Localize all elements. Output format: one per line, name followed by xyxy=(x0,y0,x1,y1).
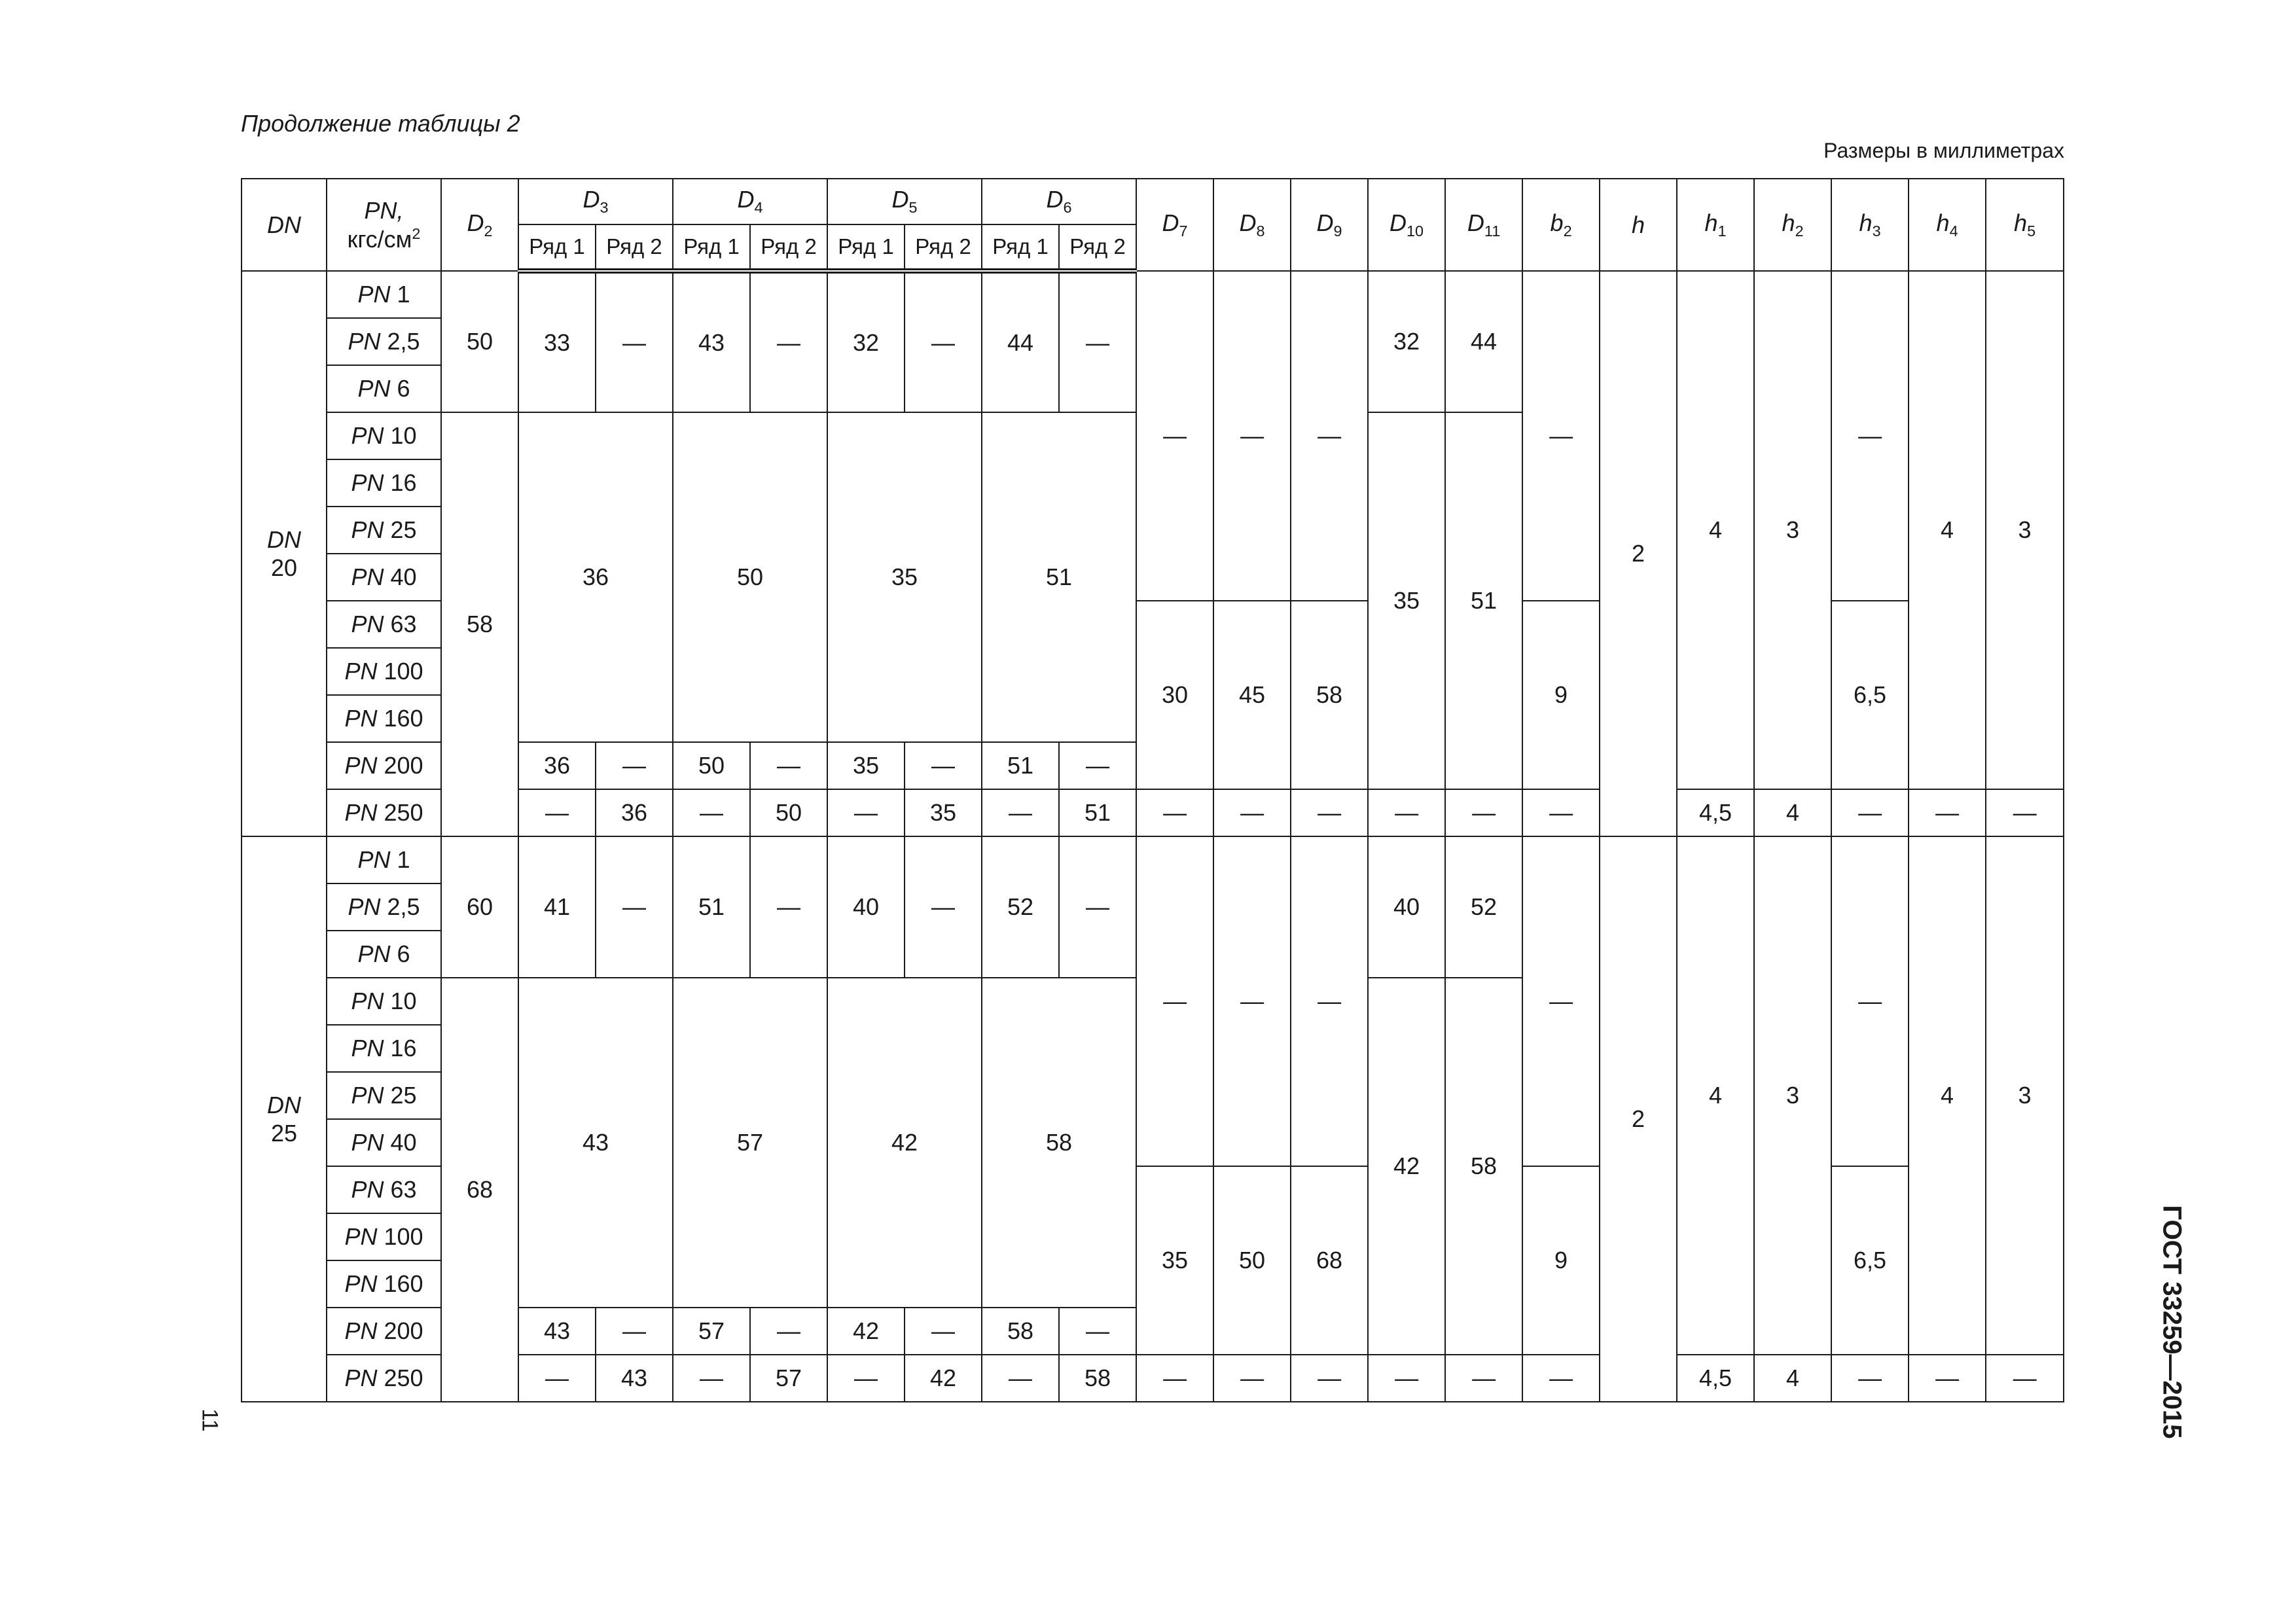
col-header-row2: Ряд 2 xyxy=(905,224,982,271)
header-row xyxy=(242,179,2064,224)
d6-row2-cell: 51 xyxy=(1059,789,1136,836)
d6-row2-cell: 58 xyxy=(1059,1355,1136,1402)
d4-row2-cell: — xyxy=(750,271,827,412)
d4-row1-cell: — xyxy=(673,789,750,836)
col-header-d9: $D_9$ xyxy=(1291,179,1368,271)
pn-cell: PN 10 xyxy=(327,412,441,459)
d3-row1-cell: 41 xyxy=(518,836,596,978)
d8-cell: — xyxy=(1213,789,1291,836)
d6-row2-cell: — xyxy=(1059,742,1136,789)
h3-cell: — xyxy=(1831,271,1909,601)
pn-cell: PN 16 xyxy=(327,459,441,507)
d3-row1-cell: — xyxy=(518,1355,596,1402)
pn-cell: PN 10 xyxy=(327,978,441,1025)
d5-row2-cell: 42 xyxy=(905,1355,982,1402)
b2-cell: 9 xyxy=(1522,1166,1600,1355)
d4-cell: 50 xyxy=(673,412,827,742)
d2-cell: 50 xyxy=(441,271,518,412)
h3-cell: 6,5 xyxy=(1831,1166,1909,1355)
col-header-row2: Ряд 2 xyxy=(596,224,673,271)
pn-cell: PN 2,5 xyxy=(327,318,441,365)
d3-row1-cell: 43 xyxy=(518,1308,596,1355)
d7-cell: — xyxy=(1136,271,1213,601)
pn-cell: PN 200 xyxy=(327,742,441,789)
pn-cell: PN 63 xyxy=(327,601,441,648)
col-header-dn: DN xyxy=(242,179,327,271)
b2-cell: — xyxy=(1522,836,1600,1166)
h5-cell: 3 xyxy=(1986,271,2064,789)
d3-cell: 36 xyxy=(518,412,673,742)
h3-cell: — xyxy=(1831,789,1909,836)
h-cell: 2 xyxy=(1600,836,1677,1402)
d5-row2-cell: — xyxy=(905,836,982,978)
page-number: 11 xyxy=(197,1408,223,1432)
col-header-pn: PN, кгс/$см^2$ xyxy=(327,179,441,271)
d5-row1-cell: — xyxy=(827,1355,905,1402)
pn-cell: PN 2,5 xyxy=(327,883,441,931)
d4-row1-cell: 50 xyxy=(673,742,750,789)
h2-cell: 4 xyxy=(1754,1355,1831,1402)
d3-row2-cell: 43 xyxy=(596,1355,673,1402)
col-header-row1: Ряд 1 xyxy=(827,224,905,271)
pn-cell: PN 160 xyxy=(327,695,441,742)
b2-cell: — xyxy=(1522,789,1600,836)
h3-cell: — xyxy=(1831,836,1909,1166)
d7-cell: — xyxy=(1136,1355,1213,1402)
d3-row2-cell: — xyxy=(596,1308,673,1355)
pn-cell: PN 160 xyxy=(327,1260,441,1308)
d9-cell: — xyxy=(1291,789,1368,836)
d4-row2-cell: 50 xyxy=(750,789,827,836)
d3-row1-cell: 33 xyxy=(518,271,596,412)
pn-cell: PN 250 xyxy=(327,1355,441,1402)
d4-row1-cell: 51 xyxy=(673,836,750,978)
h2-cell: 4 xyxy=(1754,789,1831,836)
h5-cell: — xyxy=(1986,1355,2064,1402)
d10-cell: — xyxy=(1368,1355,1445,1402)
d6-row2-cell: — xyxy=(1059,1308,1136,1355)
table-caption: Продолжение таблицы 2 xyxy=(241,110,520,137)
pn-cell: PN 6 xyxy=(327,931,441,978)
col-header-row1: Ряд 1 xyxy=(518,224,596,271)
d5-row2-cell: 35 xyxy=(905,789,982,836)
d6-row1-cell: — xyxy=(982,1355,1059,1402)
pn-cell: PN 100 xyxy=(327,648,441,695)
d8-cell: — xyxy=(1213,836,1291,1166)
d3-cell: 43 xyxy=(518,978,673,1308)
d3-row1-cell: 36 xyxy=(518,742,596,789)
d9-cell: — xyxy=(1291,836,1368,1166)
b2-cell: 9 xyxy=(1522,601,1600,789)
col-header-d10: $D_{10}$ xyxy=(1368,179,1445,271)
d11-cell: — xyxy=(1445,1355,1522,1402)
d8-cell: 50 xyxy=(1213,1166,1291,1355)
pn-cell: PN 16 xyxy=(327,1025,441,1072)
d5-row1-cell: 42 xyxy=(827,1308,905,1355)
pn-cell: PN 40 xyxy=(327,1119,441,1166)
pn-cell: PN 25 xyxy=(327,507,441,554)
col-header-d8: $D_8$ xyxy=(1213,179,1291,271)
d5-cell: 35 xyxy=(827,412,982,742)
pn-cell: PN 6 xyxy=(327,365,441,412)
col-header-d3: $D_3$ xyxy=(518,179,673,224)
d5-cell: 42 xyxy=(827,978,982,1308)
d3-row2-cell: 36 xyxy=(596,789,673,836)
d6-row2-cell: — xyxy=(1059,271,1136,412)
d8-cell: — xyxy=(1213,271,1291,601)
d5-row1-cell: 32 xyxy=(827,271,905,412)
d10-cell: 35 xyxy=(1368,412,1445,789)
col-header-h3: $h_3$ xyxy=(1831,179,1909,271)
d5-row1-cell: 40 xyxy=(827,836,905,978)
pn-cell: PN 200 xyxy=(327,1308,441,1355)
b2-cell: — xyxy=(1522,1355,1600,1402)
pn-cell: PN 1 xyxy=(327,271,441,318)
d6-row2-cell: — xyxy=(1059,836,1136,978)
b2-cell: — xyxy=(1522,271,1600,601)
h1-cell: 4,5 xyxy=(1677,1355,1754,1402)
d10-cell: 32 xyxy=(1368,271,1445,412)
h3-cell: — xyxy=(1831,1355,1909,1402)
pn-cell: PN 100 xyxy=(327,1213,441,1260)
h4-cell: — xyxy=(1909,1355,1986,1402)
col-header-b2: $b_2$ xyxy=(1522,179,1600,271)
d7-cell: 30 xyxy=(1136,601,1213,789)
d4-row2-cell: — xyxy=(750,1308,827,1355)
col-header-d5: $D_5$ xyxy=(827,179,982,224)
units-note: Размеры в миллиметрах xyxy=(1823,139,2064,162)
h-cell: 2 xyxy=(1600,271,1677,836)
col-header-h1: $h_1$ xyxy=(1677,179,1754,271)
h4-cell: — xyxy=(1909,789,1986,836)
h4-cell: 4 xyxy=(1909,271,1986,789)
h2-cell: 3 xyxy=(1754,271,1831,789)
pn-cell: PN 63 xyxy=(327,1166,441,1213)
dn-cell: DN 25 xyxy=(242,836,327,1402)
d11-cell: — xyxy=(1445,789,1522,836)
d7-cell: — xyxy=(1136,836,1213,1166)
d3-row2-cell: — xyxy=(596,742,673,789)
col-header-row1: Ряд 1 xyxy=(673,224,750,271)
d4-row2-cell: — xyxy=(750,836,827,978)
d4-cell: 57 xyxy=(673,978,827,1308)
d6-row1-cell: — xyxy=(982,789,1059,836)
col-header-d2: $D_2$ xyxy=(441,179,518,271)
col-header-row1: Ряд 1 xyxy=(982,224,1059,271)
h3-cell: 6,5 xyxy=(1831,601,1909,789)
d11-cell: 52 xyxy=(1445,836,1522,978)
h1-cell: 4 xyxy=(1677,271,1754,789)
h2-cell: 3 xyxy=(1754,836,1831,1355)
d6-cell: 58 xyxy=(982,978,1136,1308)
table-row xyxy=(242,836,2064,883)
d10-cell: — xyxy=(1368,789,1445,836)
d3-row2-cell: — xyxy=(596,836,673,978)
d11-cell: 44 xyxy=(1445,271,1522,412)
d4-row2-cell: — xyxy=(750,742,827,789)
h1-cell: 4,5 xyxy=(1677,789,1754,836)
col-header-row2: Ряд 2 xyxy=(750,224,827,271)
h1-cell: 4 xyxy=(1677,836,1754,1355)
pn-cell: PN 25 xyxy=(327,1072,441,1119)
d9-cell: — xyxy=(1291,1355,1368,1402)
col-header-h5: $h_5$ xyxy=(1986,179,2064,271)
d5-row2-cell: — xyxy=(905,271,982,412)
table-row xyxy=(242,271,2064,318)
d5-row2-cell: — xyxy=(905,1308,982,1355)
d10-cell: 40 xyxy=(1368,836,1445,978)
d7-cell: — xyxy=(1136,789,1213,836)
d11-cell: 58 xyxy=(1445,978,1522,1355)
d6-row1-cell: 51 xyxy=(982,742,1059,789)
pn-cell: PN 250 xyxy=(327,789,441,836)
h5-cell: 3 xyxy=(1986,836,2064,1355)
d5-row1-cell: 35 xyxy=(827,742,905,789)
d4-row1-cell: 57 xyxy=(673,1308,750,1355)
d2-cell: 68 xyxy=(441,978,518,1402)
d4-row1-cell: 43 xyxy=(673,271,750,412)
d5-row2-cell: — xyxy=(905,742,982,789)
d4-row2-cell: 57 xyxy=(750,1355,827,1402)
col-header-d4: $D_4$ xyxy=(673,179,827,224)
d3-row1-cell: — xyxy=(518,789,596,836)
dn-cell: DN 20 xyxy=(242,271,327,836)
standard-designation: ГОСТ 33259—2015 xyxy=(2157,1205,2187,1439)
d6-row1-cell: 44 xyxy=(982,271,1059,412)
d7-cell: 35 xyxy=(1136,1166,1213,1355)
h4-cell: 4 xyxy=(1909,836,1986,1355)
pn-cell: PN 40 xyxy=(327,554,441,601)
dimensions-table xyxy=(241,178,2064,1402)
d2-cell: 58 xyxy=(441,412,518,836)
d4-row1-cell: — xyxy=(673,1355,750,1402)
col-header-h4: $h_4$ xyxy=(1909,179,1986,271)
d6-cell: 51 xyxy=(982,412,1136,742)
col-header-d11: $D_{11}$ xyxy=(1445,179,1522,271)
col-header-d7: $D_7$ xyxy=(1136,179,1213,271)
d3-row2-cell: — xyxy=(596,271,673,412)
d11-cell: 51 xyxy=(1445,412,1522,789)
h5-cell: — xyxy=(1986,789,2064,836)
col-header-h: h xyxy=(1600,179,1677,271)
table-body xyxy=(242,271,2064,1402)
col-header-d6: $D_6$ xyxy=(982,179,1136,224)
d6-row1-cell: 58 xyxy=(982,1308,1059,1355)
d9-cell: — xyxy=(1291,271,1368,601)
d9-cell: 68 xyxy=(1291,1166,1368,1355)
d6-row1-cell: 52 xyxy=(982,836,1059,978)
d8-cell: — xyxy=(1213,1355,1291,1402)
d2-cell: 60 xyxy=(441,836,518,978)
d10-cell: 42 xyxy=(1368,978,1445,1355)
col-header-h2: $h_2$ xyxy=(1754,179,1831,271)
col-header-row2: Ряд 2 xyxy=(1059,224,1136,271)
d5-row1-cell: — xyxy=(827,789,905,836)
d9-cell: 58 xyxy=(1291,601,1368,789)
pn-cell: PN 1 xyxy=(327,836,441,883)
d8-cell: 45 xyxy=(1213,601,1291,789)
